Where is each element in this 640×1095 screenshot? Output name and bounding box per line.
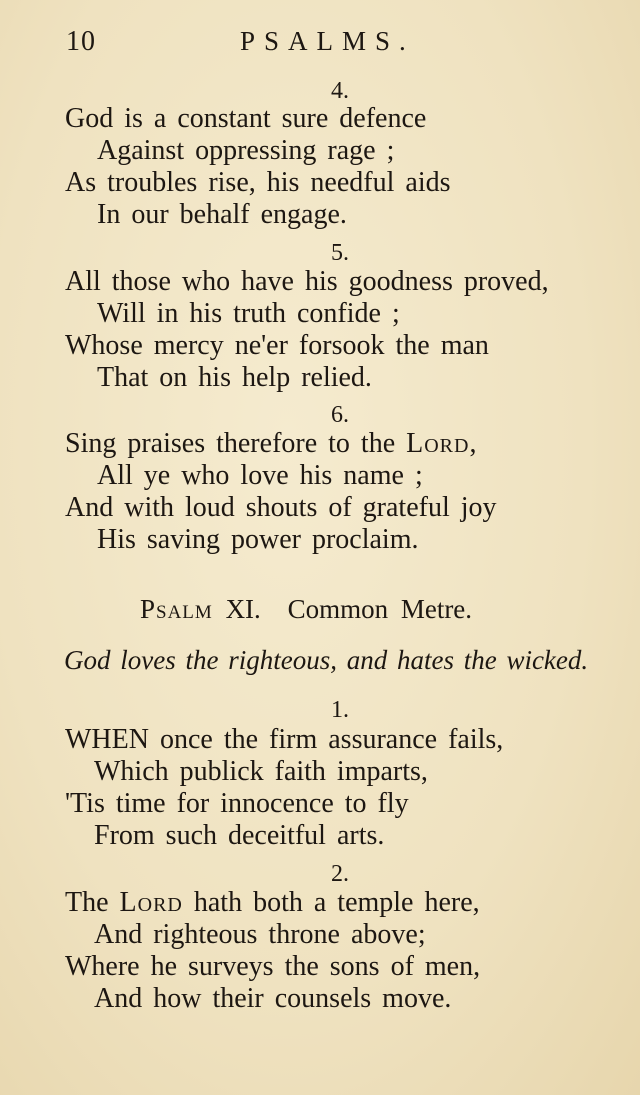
verse-line: And with loud shouts of grateful joy bbox=[65, 492, 497, 523]
running-head: PSALMS. bbox=[240, 26, 415, 56]
verse-text: Sing praises therefore to the bbox=[65, 428, 407, 459]
stanza-number: 4. bbox=[331, 78, 349, 104]
verse-text: The bbox=[65, 887, 120, 918]
verse-line bbox=[65, 887, 480, 919]
verse-line: Will in his truth confide ; bbox=[97, 298, 400, 329]
verse-line: God is a constant sure defence bbox=[65, 103, 427, 134]
page-number: 10 bbox=[66, 26, 96, 57]
stanza-number: 6. bbox=[331, 402, 349, 428]
verse-line: That on his help relied. bbox=[97, 362, 372, 393]
verse-text: hath both a temple here, bbox=[182, 887, 480, 918]
verse-line: WHEN once the firm assurance fails, bbox=[65, 724, 504, 755]
verse-text: , bbox=[469, 428, 477, 459]
verse-line: All those who have his goodness proved, bbox=[65, 266, 549, 297]
stanza-number: 5. bbox=[331, 240, 349, 266]
verse-line: Whose mercy ne'er forsook the man bbox=[65, 330, 489, 361]
verse-line: In our behalf engage. bbox=[97, 199, 347, 230]
psalm-numeral: XI. bbox=[225, 594, 261, 624]
lord-small-caps: Lord bbox=[119, 887, 183, 918]
psalm-label: Psalm bbox=[140, 594, 213, 624]
verse-line: Against oppressing rage ; bbox=[97, 135, 395, 166]
verse-line: Which publick faith imparts, bbox=[94, 756, 428, 787]
verse-line: From such deceitful arts. bbox=[94, 820, 385, 851]
verse-line bbox=[65, 428, 476, 460]
page-header bbox=[0, 22, 640, 62]
verse-line: All ye who love his name ; bbox=[97, 460, 423, 491]
stanza-number: 1. bbox=[331, 697, 349, 723]
stanza-number: 2. bbox=[331, 861, 349, 887]
psalm-metre: Common Metre. bbox=[287, 594, 473, 624]
verse-line: 'Tis time for innocence to fly bbox=[65, 788, 409, 819]
psalm-heading bbox=[140, 594, 472, 625]
verse-line: His saving power proclaim. bbox=[97, 524, 419, 555]
verse-line: And righteous throne above; bbox=[94, 919, 426, 950]
lord-small-caps: Lord bbox=[406, 428, 470, 459]
verse-line: Where he surveys the sons of men, bbox=[65, 951, 481, 982]
verse-line: And how their counsels move. bbox=[94, 983, 452, 1014]
psalm-subtitle: God loves the righteous, and hates the wicked. bbox=[64, 645, 589, 675]
verse-line: As troubles rise, his needful aids bbox=[65, 167, 451, 198]
